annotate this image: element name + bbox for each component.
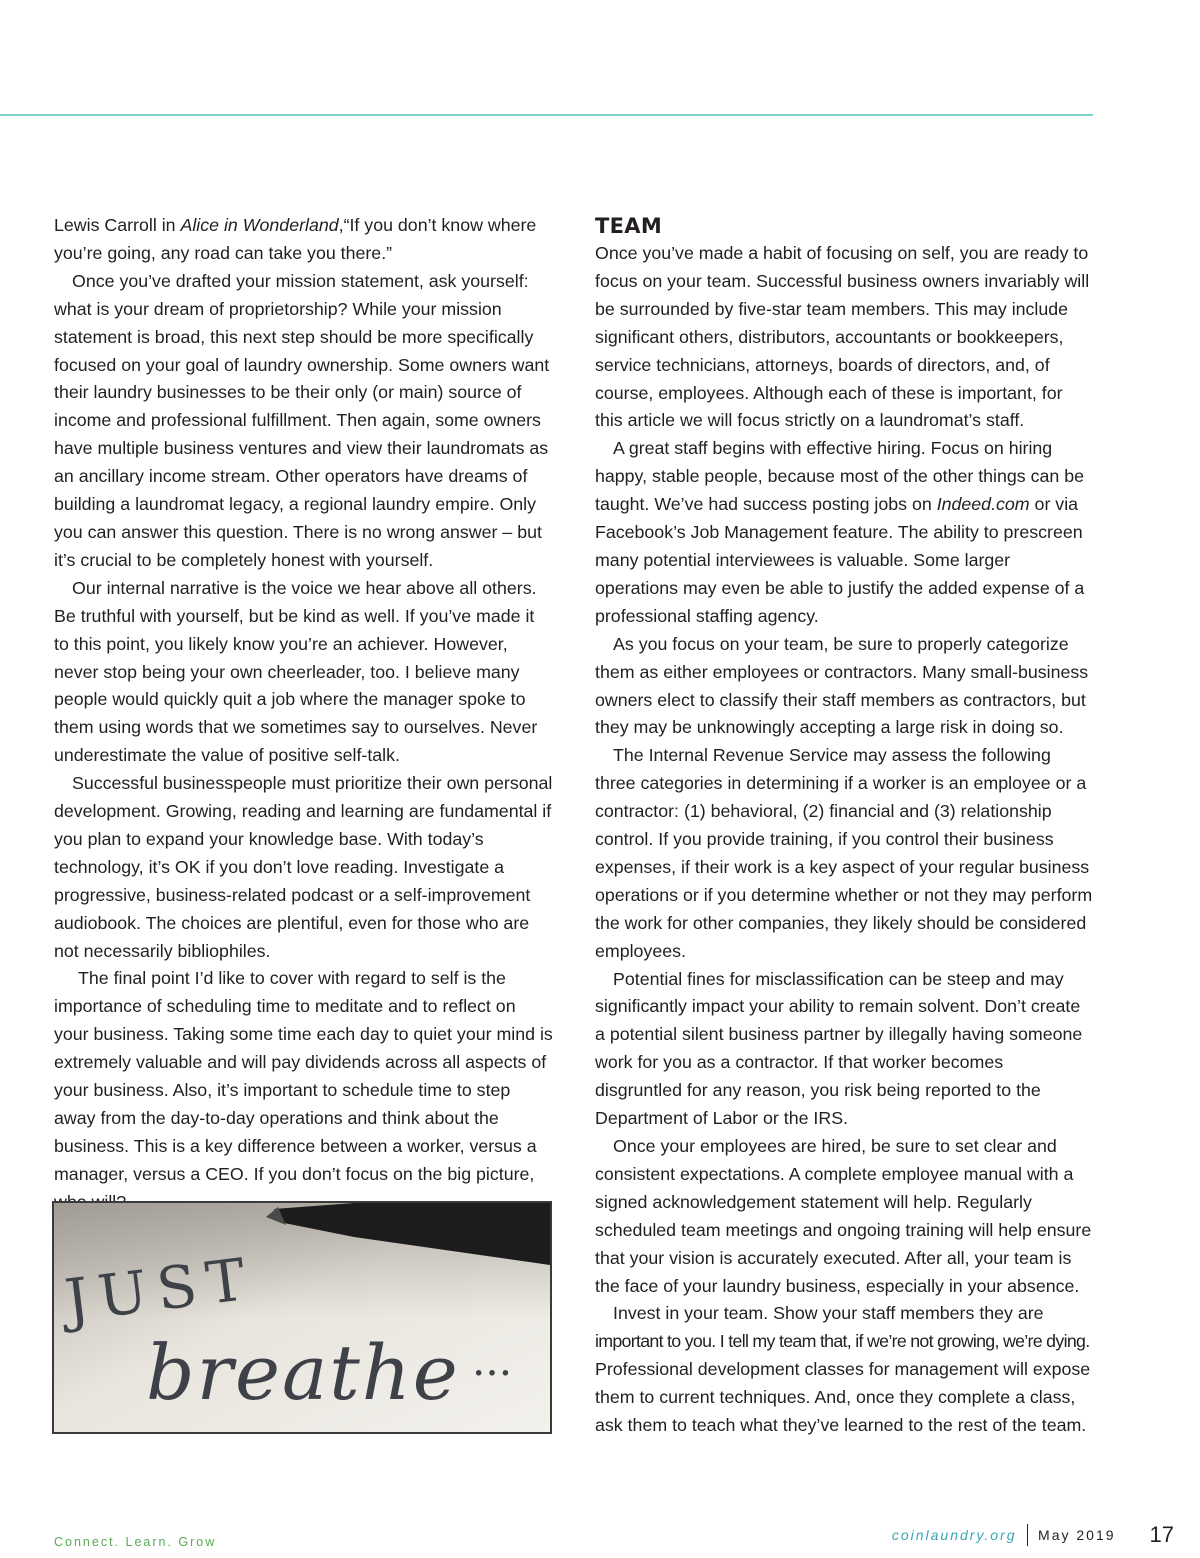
- hiring-text-end: or via Facebook’s Job Management feature. The ability to prescreen many potential interviewees is valuable. Some larger operations may even be able to justify the added expense of a professional staffing agency.: [595, 494, 1085, 626]
- just-breathe-illustration: [54, 1203, 550, 1432]
- paragraph-invest-rest: Professional development classes for management will expose them to current techniques. And, once they complete a class, ask them to teach what they’ve learned to the rest of the team.: [595, 1359, 1091, 1436]
- footer-info: [892, 1522, 1174, 1548]
- header-rule: [0, 114, 1093, 116]
- quote-text-end: ,“If you don’t know where you’re going, any road can take you there.”: [54, 215, 537, 263]
- paragraph-proprietorship: Once you’ve drafted your mission statement, ask yourself: what is your dream of proprietorship? While your mission statement is broad, this next step should be more specifically focused on your goal of laundry ownership. Some owners want their laundry businesses to be their only (or main) source of income and professional fulfillment. Then again, some owners have multiple business ventures and view their laundromats as an ancillary income stream. Other operators have dreams of building a laundromat legacy, a regional laundry empire. Only you can answer this question. There is no wrong answer – but it’s crucial to be completely honest with yourself.: [54, 270, 550, 570]
- paragraph-meditate: The final point I’d like to cover with regard to self is the importance of scheduling time to meditate and to reflect on your business. Taking some time each day to quiet your mind is extremely valuable and will pay dividends across all aspects of your business. Also, it’s important to schedule time to step away from the day-to-day operations and think about the business. This is a key difference between a worker, versus a manager, versus a CEO. If you don’t focus on the big picture,: [54, 968, 553, 1184]
- article-column-left: [54, 212, 554, 1217]
- quote-text-start: Lewis Carroll in: [54, 215, 181, 235]
- paragraph-quote: [54, 212, 554, 268]
- article-column-right: [595, 212, 1095, 1440]
- paragraph-expectations: Once your employees are hired, be sure to set clear and consistent expectations. A complete employee manual with a signed acknowledgement statement will help. Regularly scheduled team meetings and ongoing training will help ensure that your vision is accurately executed. After all, your team is the face of your laundry business, especially in your absence.: [595, 1136, 1092, 1296]
- just-breathe-photo: [52, 1201, 552, 1434]
- paragraph-classification: As you focus on your team, be sure to properly categorize them as either employees or contractors. Many small-business owners elect to classify their staff members as contractors, but they may be unknowingly accepting a large risk in doing so.: [595, 633, 1089, 738]
- photo-text-breathe: breathe: [146, 1328, 460, 1417]
- section-heading-team: TEAM: [595, 214, 663, 238]
- paragraph-personal-development: Successful businesspeople must prioritize their own personal development. Growing, reading and learning are fundamental if you plan to expand your knowledge base. With today’s technology, it’s OK if you don’t love reading. Investigate a progressive, business-related podcast or a self-improvement audiobook. The choices are plentiful, even for those who are not necessarily bibliophiles.: [54, 773, 553, 961]
- footer-tagline: Connect. Learn. Grow: [54, 1535, 217, 1549]
- photo-text-dots: ...: [472, 1336, 513, 1385]
- paragraph-self-talk: Our internal narrative is the voice we hear above all others. Be truthful with yourself, but be kind as well. If you’ve made it to this point, you likely know you’re an achiever. However, never stop being your own cheerleader, too. I believe many people would quickly quit a job where the manager spoke to them using words that we sometimes say to ourselves. Never underestimate the value of positive self-talk.: [54, 577, 538, 766]
- book-title: Alice in Wonderland: [180, 215, 339, 235]
- indeed-site-name: Indeed.com: [936, 494, 1030, 515]
- photo-text-just: JUST: [61, 1244, 259, 1335]
- footer-website-link[interactable]: coinlaundry.org: [891, 1527, 1017, 1543]
- footer-issue-date: May 2019: [1038, 1527, 1116, 1543]
- paragraph-hiring: [595, 435, 1095, 630]
- paragraph-fines: Potential fines for misclassification can be steep and may significantly impact your ability to remain solvent. Don’t create a potential silent business partner by illegally having someone work for you as a contractor. If that worker becomes disgruntled for any reason, you risk being reported to the Department of Labor or the IRS.: [595, 968, 1083, 1129]
- footer-divider: [1027, 1524, 1029, 1546]
- hiring-text-start: A great staff begins with effective hiring. Focus on hiring happy, stable people, because most of the other things can be taught. We’ve had success posting jobs on: [595, 438, 1084, 515]
- page-number: 17: [1149, 1522, 1174, 1547]
- paragraph-invest-line2: important to you. I tell my team that, if we’re not growing, we’re dying.: [595, 1331, 1090, 1352]
- paragraph-irs-categories: The Internal Revenue Service may assess the following three categories in determining if a worker is an employee or a contractor: (1) behavioral, (2) financial and (3) relationship control. If you provide training, if you control their business expenses, if their work is a key aspect of your regular business operations or if you determine whether or not they may perform the work for other companies, they likely should be considered employees.: [595, 745, 1093, 961]
- paragraph-team-intro: Once you’ve made a habit of focusing on self, you are ready to focus on your team. Successful business owners invariably will be surrounded by five-star team members. This may include significant others, distributors, accountants or bookkeepers, service technicians, attorneys, boards of directors, and, of course, employees. Although each of these is important, for this article we will focus strictly on a laundromat’s staff.: [595, 243, 1090, 431]
- paragraph-invest-line1: Invest in your team. Show your staff members they are: [613, 1303, 1044, 1324]
